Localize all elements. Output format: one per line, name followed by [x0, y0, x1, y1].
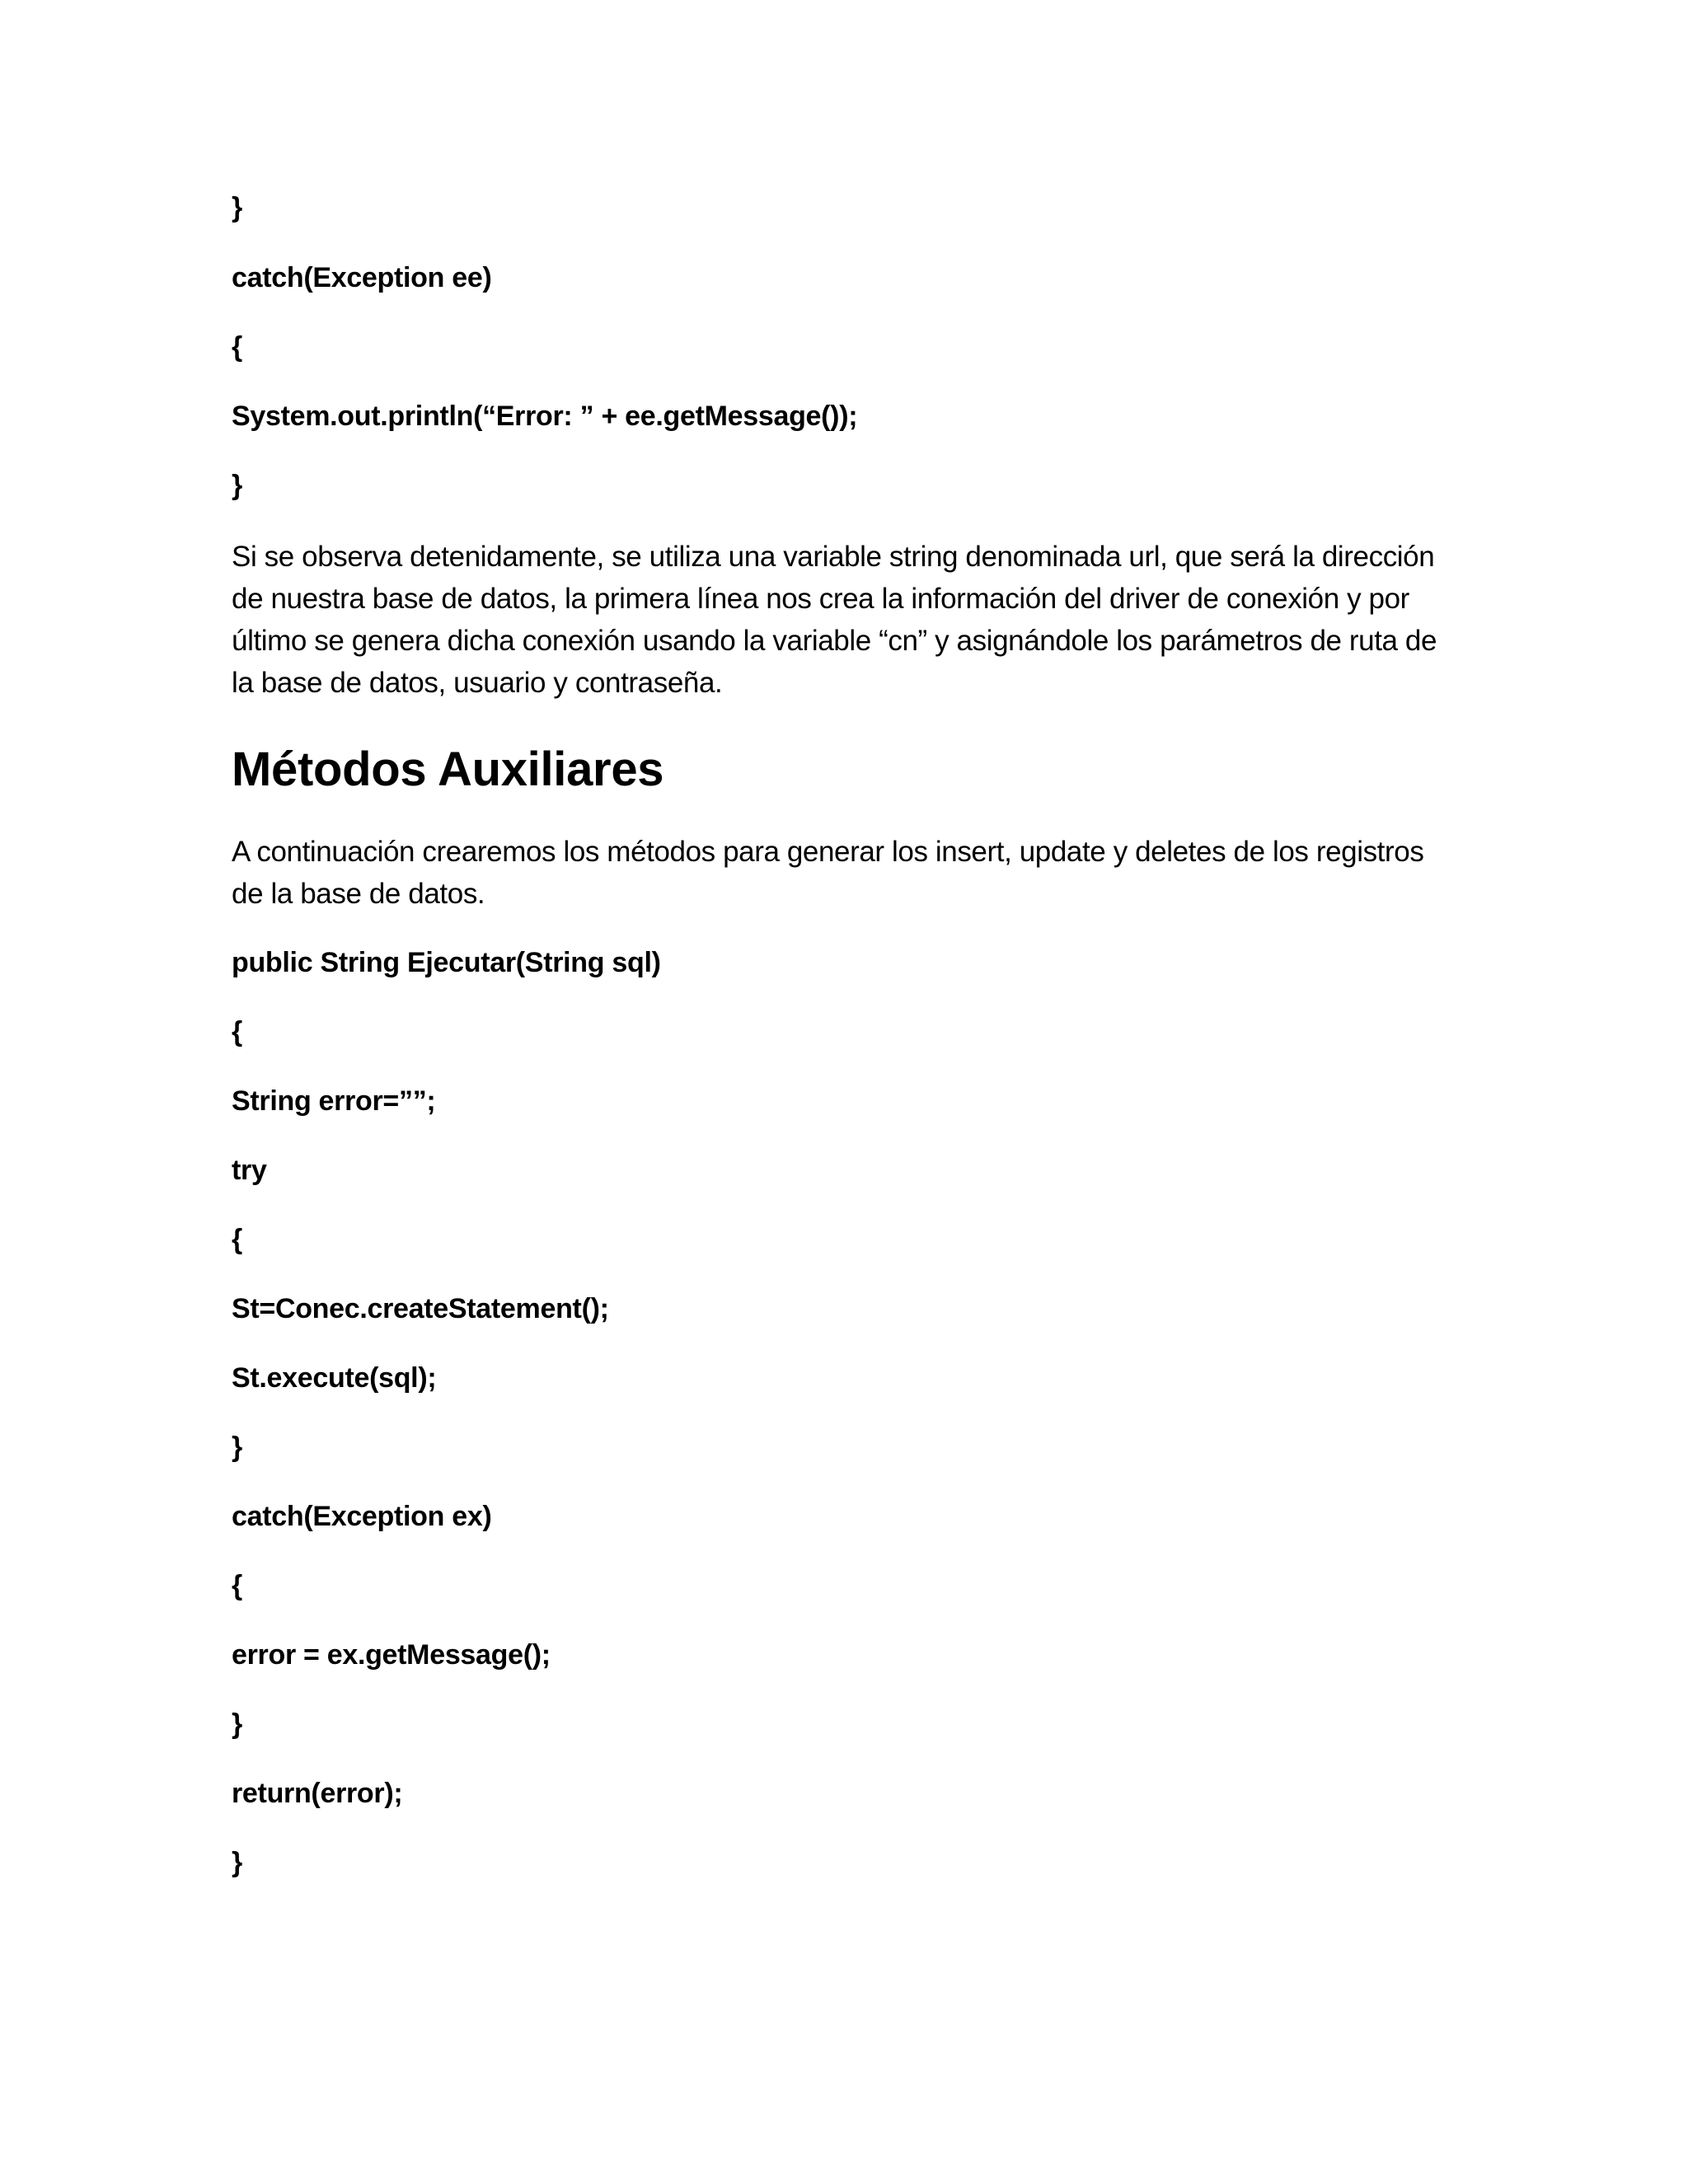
- code-line: {: [232, 1016, 242, 1047]
- code-line: try: [232, 1155, 267, 1186]
- code-line: return(error);: [232, 1778, 403, 1809]
- code-line: St.execute(sql);: [232, 1362, 437, 1394]
- paragraph-explanation: Si se observa detenidamente, se utiliza una variable string denominada url, que será la dirección de nuestra base de datos, la primera línea nos crea la información del driver de conexión y por último se genera dicha conexión usando la variable “cn” y asignándole los parámetros de ruta de la base de datos, usuario y contraseña.: [232, 541, 1437, 699]
- code-line: }: [232, 1708, 242, 1740]
- code-line: public String Ejecutar(String sql): [232, 947, 661, 978]
- code-line: catch(Exception ex): [232, 1501, 492, 1532]
- code-line: System.out.println(“Error: ” + ee.getMessage());: [232, 401, 858, 432]
- code-line: }: [232, 1432, 242, 1463]
- code-line: {: [232, 331, 242, 363]
- code-line: String error=””;: [232, 1085, 436, 1117]
- code-line: error = ex.getMessage();: [232, 1639, 551, 1671]
- code-line: }: [232, 470, 242, 501]
- code-line: {: [232, 1224, 242, 1255]
- code-line: }: [232, 1847, 242, 1878]
- code-line: St=Conec.createStatement();: [232, 1293, 609, 1324]
- code-line: {: [232, 1570, 242, 1601]
- section-heading: Métodos Auxiliares: [232, 743, 664, 796]
- code-line: }: [232, 192, 242, 223]
- paragraph-intro: A continuación crearemos los métodos para generar los insert, update y deletes de los registros de la base de datos.: [232, 836, 1424, 910]
- code-line: catch(Exception ee): [232, 262, 492, 293]
